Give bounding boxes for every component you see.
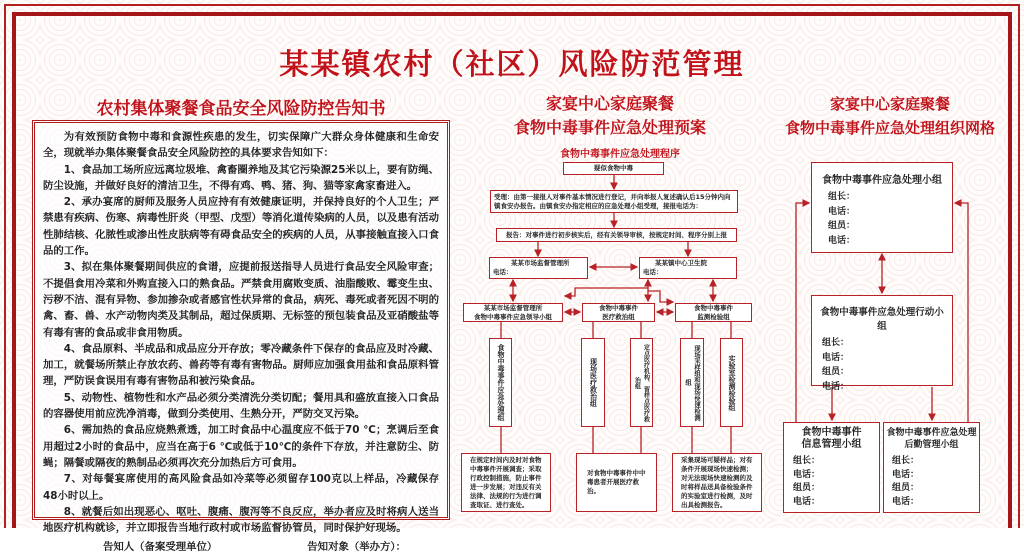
- flow-rescue-group: 食物中毒事件 医疗救治组: [582, 303, 655, 322]
- member-field: 组员：: [793, 483, 821, 493]
- signature-row: [43, 538, 439, 553]
- hospital-name: 某某镇中心卫生院: [655, 259, 707, 267]
- notice-item-3: 3、拟在集体聚餐期间供应的食谱，应提前报送指导人员进行食品安全风险审查；不提倡食用冷菜和外购直接入口的熟食品。严禁食用腐败变质、油脂酸败、霉变生虫、污秽不洁、混有异物、参加掺杂或者感官性状异常的食品，病死、毒死或者死因不明的禽、畜、兽、水产动物肉类及其制品，超过保质期、无标签的预包装食品及亚硝酸盐等有毒有害的食品或非食用物质。: [43, 261, 439, 339]
- flow-v-onsite-rescue: 现场医疗救治组: [581, 338, 605, 427]
- notice-intro: 为有效预防食物中毒和食源性疾患的发生，切实保障广大群众身体健康和生命安全，现就举办集体聚餐食品安全风险防控的具体要求告知如下：: [43, 131, 439, 160]
- flow-desc-monitor: 采集现场可疑样品；对有条件开展现场快速检测；对无法现场快速检测的及时将样品送具备检验条件的实验室进行检测，及时出具检测报告。: [672, 453, 762, 512]
- notice-item-7: 7、对每餐宴席使用的高风险食品如冷菜等必须留存100克以上样品，冷藏保存48小时以上。: [43, 473, 439, 502]
- phone-field: 电话：: [828, 206, 856, 217]
- plan-title-line2: 食物中毒事件应急处理预案: [513, 118, 706, 137]
- flow-accept-box: 受理：由第一接报人对事件基本情况进行登记，并向举报人复述确认后15分钟内向镇食安办报告。由镇食安办指定相应的应急处理小组受理，接报电话为：: [490, 190, 738, 213]
- flow-desc-rescue: 对食物中毒事件中中毒患者开展医疗救治。: [576, 453, 657, 512]
- org-title: [770, 92, 1010, 140]
- phone-field: 电话：: [822, 381, 850, 392]
- flow-hospital-box: [639, 257, 737, 279]
- org-group-action: [811, 295, 953, 392]
- member-field: 组员：: [822, 367, 850, 377]
- flow-monitor-group: 食物中毒事件 监测检验组: [675, 303, 752, 322]
- member-field: 组员：: [828, 221, 856, 231]
- leader-field: 组长：: [822, 338, 850, 348]
- page-title: 某某镇农村（社区）风险防范管理: [279, 47, 745, 81]
- group-name: 食物中毒事件 信息管理小组: [801, 427, 862, 450]
- group-name: 食物中毒事件应急处理行动小组: [820, 307, 944, 332]
- plan-title-line1: 家宴中心家庭聚餐: [545, 94, 674, 113]
- flow-v-designated: 定点医疗机构、留样点医疗救治组: [630, 338, 653, 427]
- org-group-emergency: [811, 162, 953, 253]
- flow-report-box: 报告：对事件进行初步核实后，经有关领导审核，按规定时间、程序分别上报: [496, 228, 737, 242]
- market-phone: 电话：: [493, 268, 513, 276]
- flow-suspect-box: 疑似食物中毒: [563, 162, 664, 175]
- org-title-line2: 食物中毒事件应急处理组织网格: [784, 119, 995, 137]
- phone-field: 电话：: [793, 496, 821, 507]
- flow-v-sampling: 现场采样组和现场快速检测组: [680, 338, 704, 427]
- market-name: 某某市场监督管理所: [511, 259, 570, 267]
- phone-field: 电话：: [892, 469, 920, 480]
- notice-item-1: 1、食品加工场所应远离垃圾堆、禽畜圈养地及其它污染源25米以上，要有防绳、防尘设施，并做好良好的清洁卫生，不得有鸡、鸭、猪、狗、猫等家禽家畜进入。: [43, 163, 439, 192]
- notice-item-8: 8、就餐后如出现恶心、呕吐、腹痛、腹泻等不良反应，举办者应及时将病人送当地医疗机构就诊，并立即报告当地行政村或市场监督协管员，同时保护好现场。: [43, 505, 439, 535]
- flow-lead-group: 某某市场监督管理所 食物中毒事件应急领导小组: [463, 303, 563, 322]
- group-name: 食物中毒事件应急处理小组: [822, 175, 942, 186]
- flow-desc-handling: 在规定时间内及时对食物中毒事件开展调查；采取行政控制措施，防止事件进一步发展；对违反有关法律、法规的行为进行调查取证、进行查处。: [461, 453, 551, 512]
- phone-field: 电话：: [793, 469, 821, 480]
- flow-market-box: [489, 257, 588, 279]
- notice-item-5: 5、动物性、植物性和水产品必须分类清洗分类切配；餐用具和盛放直接入口食品的容器使用前应洗净消毒，做到分类使用、生熟分开，严防交叉污染。: [43, 391, 439, 421]
- org-title-line1: 家宴中心家庭聚餐: [829, 95, 950, 113]
- notice-item-4: 4、食品原料、半成品和成品应分开存放；零冷藏条件下保存的食品应及时冷藏、加工，就餐场所禁止存放农药、兽药等有毒有害物品。厨师应加强食用盐和食品原料管理，严防误食误用有毒有害物品和被污染食品。: [43, 342, 439, 388]
- member-field: 组员：: [892, 483, 920, 493]
- leader-field: 组长：: [793, 456, 821, 466]
- phone-field: 电话：: [892, 496, 920, 507]
- hospital-phone: 电话：: [643, 268, 663, 276]
- flow-v-handling: 食物中毒事件应急处理组: [489, 338, 512, 427]
- phone-field: 电话：: [822, 352, 850, 363]
- leader-field: 组长：: [892, 456, 920, 466]
- notice-title: 农村集体聚餐食品安全风险防控告知书: [96, 99, 386, 119]
- notice-item-2: 2、承办宴席的厨师及服务人员应持有有效健康证明，并保持良好的个人卫生；严禁患有疾病、伤寒、病毒性肝炎（甲型、戊型）等消化道传染病的人员，以及患有活动性肺结核、化脓性或渗出性皮肤病等有碍食品安全的疾病的人员，从事接触直接入口食品的工作。: [43, 196, 439, 258]
- leader-field: 组长：: [828, 192, 856, 202]
- org-group-info: [783, 422, 880, 513]
- notified-label: 告知对象（举办方）：: [307, 541, 407, 553]
- notifier-label: 告知人（备案受理单位）: [103, 541, 218, 553]
- phone-field: 电话：: [828, 235, 856, 246]
- org-group-logistics: [883, 422, 980, 513]
- flow-title: 食物中毒事件应急处理程序: [560, 149, 680, 160]
- flow-v-lab: 实验室检测检验组: [720, 338, 743, 427]
- notice-item-6: 6、需加热的食品应烧熟煮透，加工时食品中心温度应不低于70 ℃；烹调后至食用超过2小时的食品中，应当在高于6 ℃或低于10℃的条件下存放，并注意防尘、防蝇；隔餐或隔夜的熟制品必须再次充分加热后方可食用。: [43, 424, 439, 469]
- group-name: 食物中毒事件应急处理 后勤管理小组: [886, 428, 977, 450]
